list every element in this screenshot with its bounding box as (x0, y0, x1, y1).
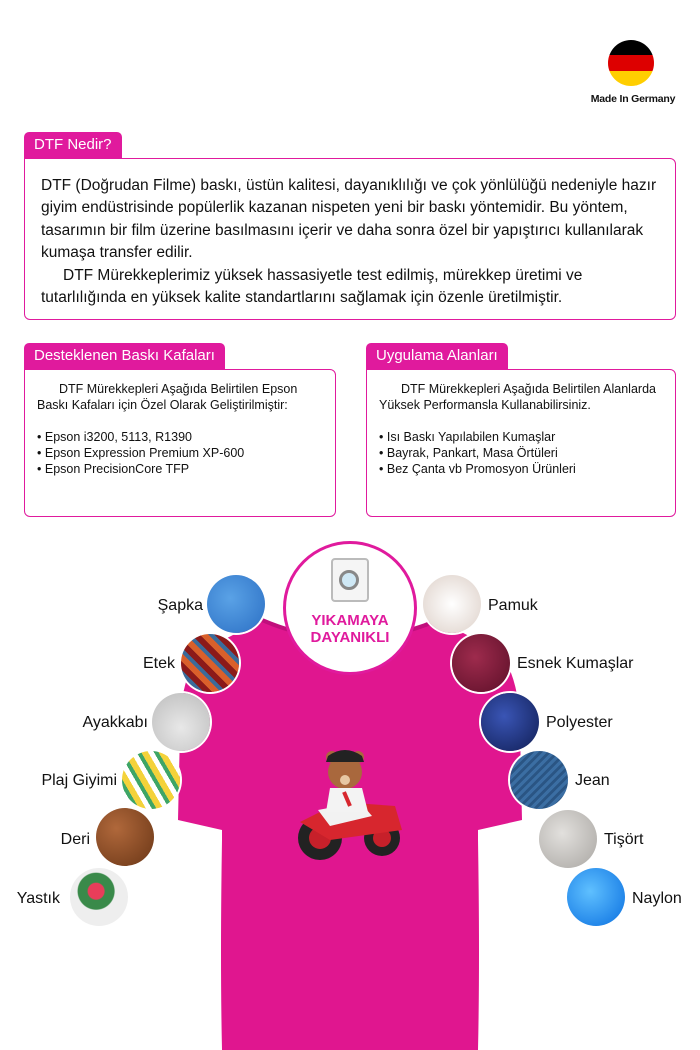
intro-box (24, 158, 676, 320)
intro-paragraph-2: DTF Mürekkeplerimiz yüksek hassasiyetle test edilmiş, mürekkep üretimi ve tutarlılığında en yüksek kalite standartlarını sağlamak için özenle üretilmiştir. (41, 266, 583, 307)
washing-machine-icon (331, 558, 369, 602)
intro-tag: DTF Nedir? (24, 132, 122, 158)
print-heads-tag: Desteklenen Baskı Kafaları (24, 343, 225, 369)
wash-resistant-badge (283, 541, 417, 675)
material-label-naylon: Naylon (632, 890, 682, 907)
list-item: • Epson PrecisionCore TFP (37, 461, 323, 477)
material-label-polyester: Polyester (546, 714, 613, 731)
print-heads-box (24, 369, 336, 517)
print-heads-intro: DTF Mürekkepleri Aşağıda Belirtilen Epson Baskı Kafaları için Özel Olarak Geliştirilmiştir: (37, 382, 298, 412)
jean-icon (510, 751, 568, 809)
cotton-icon (423, 575, 481, 633)
swimwear-icon (122, 751, 180, 809)
wash-line-1: YIKAMAYA (311, 612, 389, 629)
intro-paragraph-1: DTF (Doğrudan Filme) baskı, üstün kalitesi, dayanıklılığı ve çok yönlülüğü nedeniyle hazır giyim endüstrisinde popülerlik kazanan nispeten yeni bir baskı yöntemidir. Bu yöntem, tasarımın bir film üzerine basılmasını içerir ve daha sonra özel bir yapıştırıcı kullanılarak kumaşa transfer edilir. (41, 177, 657, 262)
cap-icon (207, 575, 265, 633)
applications-box (366, 369, 676, 517)
applications-intro: DTF Mürekkepleri Aşağıda Belirtilen Alanlarda Yüksek Performansla Kullanabilirsiniz. (379, 382, 656, 412)
nylon-icon (567, 868, 625, 926)
list-item: • Epson Expression Premium XP-600 (37, 445, 323, 461)
applications-list (379, 429, 663, 477)
material-label-etek: Etek (142, 655, 175, 672)
material-label-sapka: Şapka (157, 597, 203, 614)
material-label-yastik: Yastık (16, 890, 60, 907)
made-in-germany-label: Made In Germany (590, 93, 676, 105)
elastic-fabric-icon (452, 634, 510, 692)
pillow-icon (70, 868, 128, 926)
material-label-plaj-giyimi: Plaj Giyimi (41, 772, 117, 789)
shoe-icon (152, 693, 210, 751)
leather-icon (96, 808, 154, 866)
wash-line-2: DAYANIKLI (310, 629, 390, 646)
list-item: • Isı Baskı Yapılabilen Kumaşlar (379, 429, 663, 445)
skirt-icon (181, 634, 239, 692)
material-label-ayakkabi: Ayakkabı (82, 714, 148, 731)
polyester-icon (481, 693, 539, 751)
list-item: • Bayrak, Pankart, Masa Örtüleri (379, 445, 663, 461)
list-item: • Epson i3200, 5113, R1390 (37, 429, 323, 445)
tshirt-fabric-icon (539, 810, 597, 868)
print-heads-list (37, 429, 323, 477)
material-label-tisort: Tişört (604, 831, 644, 848)
material-label-pamuk: Pamuk (488, 597, 538, 614)
material-label-deri: Deri (60, 831, 90, 848)
material-label-jean: Jean (575, 772, 610, 789)
germany-flag-icon (608, 40, 654, 86)
applications-tag: Uygulama Alanları (366, 343, 508, 369)
material-label-esnek-kumaslar: Esnek Kumaşlar (517, 655, 634, 672)
list-item: • Bez Çanta vb Promosyon Ürünleri (379, 461, 663, 477)
